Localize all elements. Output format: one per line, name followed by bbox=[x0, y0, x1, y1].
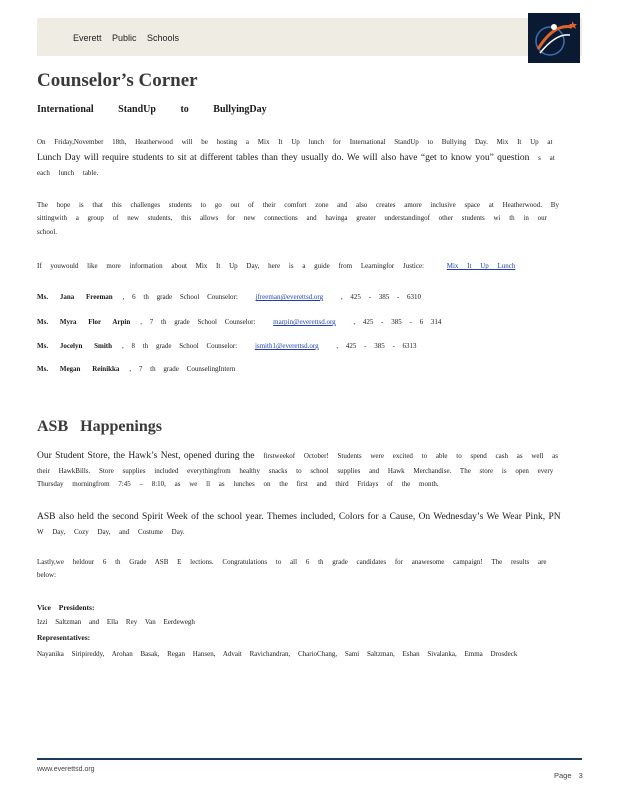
email-link[interactable]: marpin@everettsd.org bbox=[273, 318, 336, 326]
asb-paragraph-1: Our Student Store, the Hawk’s Nest, opened during the firstweekof October! Students were excited to able to spend cash as well as their HawkBills. Store supplies included everythingfrom healthy snacks to school supplies and Hawk Merchandise. The store is open every Thursday morningfrom 7:45 – 8:10, as we ll as lunches on the first and third Fridays of the month. bbox=[37, 451, 558, 489]
contact-row: Ms. Jana Freeman , 6 th grade School Counselor: jfreeman@everettsd.org , 425 - 385 - 6310 bbox=[37, 293, 422, 301]
asb-paragraph-2: ASB also held the second Spirit Week of the school year. Themes included, Colors for a Cause, On Wednesday’s We Wear Pink, PN W Day, Cozy Day, and Costume Day. bbox=[37, 512, 561, 537]
contact-row: Ms. Jocelyn Smith , 8 th grade School Counselor: jsmith1@everettsd.org , 425 - 385 - 6313 bbox=[37, 342, 417, 350]
page-number: Page 3 bbox=[554, 771, 583, 780]
email-link[interactable]: jsmith1@everettsd.org bbox=[254, 342, 319, 350]
contact-row: Ms. Myra Flor Arpin , 7 th grade School Counselor: marpin@everettsd.org , 425 - 385 - 6 314 bbox=[37, 318, 442, 326]
email-link[interactable]: jfreeman@everettsd.org bbox=[255, 293, 324, 301]
school-logo-icon bbox=[528, 13, 580, 63]
district-name: Everett Public Schools bbox=[73, 33, 180, 43]
counselor-paragraph-1: On Friday,November 18th, Heatherwood will be hosting a Mix It Up lunch for International StandUp to Bullying Day. Mix It Up at Lunch Day will require students to sit at different tables than they usually do. We will also have “get to know you” question s at each lunch table. bbox=[37, 138, 555, 178]
vp-names: Izzi Saltzman and Ella Rey Van Eerdewegh bbox=[37, 618, 195, 626]
vp-label: Vice Presidents: bbox=[37, 603, 95, 612]
footer-url: www.everettsd.org bbox=[37, 766, 95, 773]
rep-names: Nayanika Siripireddy, Arohan Basak, Regan Hansen, Advait Ravichandran, CharioChang, Sami Saltzman, Eshan Sivalanka, Emma Drosdeck bbox=[37, 650, 518, 658]
counselor-subtitle: International StandUp to BullyingDay bbox=[37, 104, 267, 115]
asb-paragraph-3: Lastly,we heldour 6 th Grade ASB E lections. Congratulations to all 6 th grade candidates for anawesome campaign! The results are below: bbox=[37, 558, 547, 580]
contact-row: Ms. Megan Reinikka , 7 th grade CounselingIntern bbox=[37, 365, 236, 373]
counselor-paragraph-2: The hope is that this challenges students to go out of their comfort zone and also creates amore inclusive space at Heatherwood. By sittingwith a group of new students, this allows for new connections and havinga greater understandingof other students wi th in our school. bbox=[37, 201, 559, 236]
counselor-title: Counselor’s Corner bbox=[37, 70, 198, 91]
asb-title: ASB Happenings bbox=[37, 418, 162, 435]
rep-label: Representatives: bbox=[37, 633, 91, 642]
mix-it-up-link[interactable]: Mix It Up Lunch bbox=[446, 262, 516, 270]
footer-divider bbox=[37, 758, 582, 760]
counselor-paragraph-3: If youwould like more information about Mix It Up Day, here is a guide from Learningfor Justice: Mix It Up Lunch bbox=[37, 262, 516, 270]
